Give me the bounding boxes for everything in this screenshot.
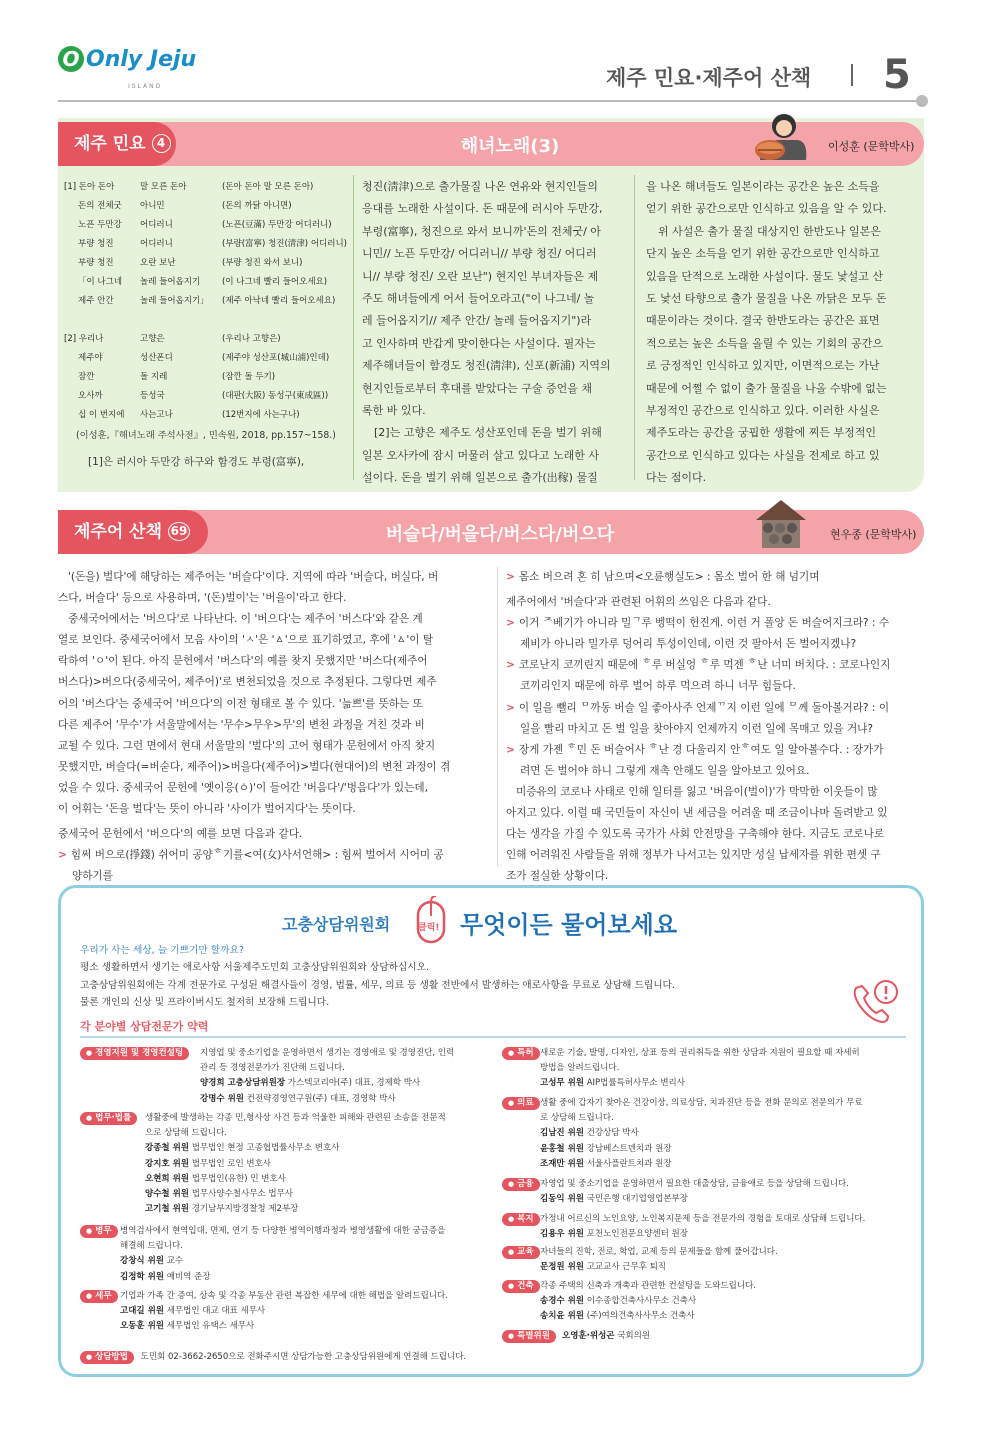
category-desc: 방법을 알려드립니다. (540, 1063, 620, 1074)
text-line: 중세국어 문헌에서 '버으다'의 예를 보면 다음과 같다. (58, 828, 303, 841)
text-line: 제주어에서 '버슬다'과 관련된 어휘의 쓰임은 다음과 같다. (506, 596, 771, 609)
dialect-tag-number: 69 (168, 522, 190, 541)
category-desc: 자녀들의 진학, 진로, 학업, 교제 등의 문제들을 함께 풀어갑니다. (540, 1247, 778, 1257)
text-line: 적으로는 높은 소득을 올릴 수 있는 기회의 공간으 (646, 336, 883, 350)
verse-line: 제주야 (78, 353, 103, 363)
page-section-title: 제주 민요·제주어 산책 (606, 66, 812, 90)
text-line: 다른 제주어 '무수'가 서울말에서는 '무수>무우>무'의 변천 과정을 거친 것과 비 (58, 718, 425, 731)
text-line: 다는 생각을 가질 수 있도록 국가가 사회 안전망을 구축해야 한다. 지금도 코로나로 (506, 828, 885, 841)
verse-line: 등성국 (140, 391, 165, 401)
verse-line: 「이 나그네 (78, 277, 123, 287)
category-desc: 로 상담해 드립니다. (540, 1113, 614, 1124)
text-line: 현지인들로부터 후대를 받았다는 구술 증언을 채 (362, 381, 593, 395)
verse-line: 성산폰디 (140, 353, 173, 363)
expert-name: 윤홍철 위원 (540, 1143, 585, 1154)
text-line: 설이다. 돈을 벌기 위해 일본으로 출가(出稼) 물질 (362, 471, 598, 485)
expert-name: 송치윤 위원 (540, 1311, 585, 1322)
expert-name: 고성무 위원 (540, 1078, 585, 1089)
expert-list-left (80, 1046, 498, 1356)
category-pill: ● 복지 (502, 1213, 540, 1226)
example-line: 코로난지 코끼린지 때문에 ᄒ루 버실엉 ᄒ루 먹젠 ᄒ난 너미 버치다. : 코로나인지 (518, 659, 891, 672)
text-line: 니// 부량 청진/ 오란 보난") 현지인 부녀자들은 제 (362, 269, 599, 283)
category-pill: ● 교육 (502, 1246, 540, 1259)
text-line: 도 낯선 타향으로 출가 물질을 나온 까닭은 모두 돈 (646, 292, 887, 306)
verse-gloss: (부량 청진 와서 보니) (222, 258, 303, 268)
verse-gloss: (돈의 까닭 아니면) (222, 201, 292, 211)
expert-name: 조재만 위원 (540, 1158, 585, 1169)
dialect-title: 버슬다/버을다/버스다/버으다 (385, 524, 615, 545)
heading-rule (80, 1036, 906, 1038)
verse-line: 어디러니 (140, 239, 173, 249)
category-desc: 자영업 및 중소기업을 운영하면서 필요한 대출상담, 금융애로 등을 상담해 드립니다. (540, 1179, 849, 1189)
phone-alert-icon (850, 978, 900, 1026)
text-line: 제주해녀들이 함경도 청진(淸津), 신포(新浦) 지역의 (362, 359, 611, 373)
example-arrow-icon: > (58, 849, 67, 862)
category-pill: ● 건축 (502, 1280, 540, 1293)
verse-gloss: (부량(富寧) 청진(淸津) 어디러니) (222, 239, 347, 249)
example-line: 양하기를 (72, 870, 113, 883)
expert-title: 고교교사 근무후 퇴직 (586, 1262, 667, 1273)
expert-name: 고대길 위원 (120, 1306, 165, 1317)
example-line: 려면 돈 벌어야 하니 그렇게 재촉 안해도 일을 알아보고 있어요. (520, 764, 810, 777)
verse-gloss: (돈아 돈아 말 모른 돈아) (222, 182, 314, 192)
category-pill: ● 병무 (80, 1225, 118, 1238)
expert-title: 법무법인 현정 고종협법률사무소 변호사 (191, 1143, 340, 1154)
example-line: 이거 ᄌ베기가 아니라 밀ᄀ루 벵떡이 헌진게. 이런 거 폴앙 돈 버슬어지크라? : 수 (518, 617, 890, 630)
expert-title: 컨전략경영연구원(주) 대표, 경영학 박사 (246, 1093, 396, 1104)
expert-name: 김정학 위원 (120, 1271, 165, 1282)
category-pill: ● 특허 (502, 1047, 540, 1060)
verse-line: 십 이 번지에 (78, 410, 125, 420)
verse-line: 부량 청진 (78, 239, 114, 249)
folk-song-column-2 (362, 176, 624, 490)
text-line: '(돈을) 벌다'에 해당하는 제주어는 '버슬다'이다. 지역에 따라 '버슬다, 버실다, 버 (68, 571, 439, 583)
click-label: 클릭! (418, 923, 440, 933)
category-desc: 병역검사에서 현역입대, 면제, 연기 등 다양한 병역이행과정과 병영생활에 대한 궁금증을 (120, 1226, 446, 1236)
method-text: 도민회 02-3662-2650으로 전화주시면 상담가능한 고충상담위원에게 연결해 드립니다. (140, 1352, 467, 1362)
verse-line: 놀레 들어옵지기」 (140, 296, 209, 306)
consult-intro (80, 942, 820, 1011)
expert-title: 세무법인 유택스 세무사 (166, 1321, 255, 1332)
example-line: 힘써 버으로(掙錢) 쉬어미 공양ᄒ기를<여(女)사서언해> : 힘써 벌어서 시어미 공 (70, 849, 444, 862)
page-number: 5 (883, 52, 911, 98)
expert-name: 김용우 위원 (540, 1229, 585, 1240)
expert-name: 양경희 고충상담위원장 (200, 1078, 286, 1089)
expert-title: 서울사플란트치과 원장 (586, 1158, 672, 1169)
folk-song-tag-label: 제주 민요 (74, 134, 146, 154)
consult-title: 고충상담위원회 (282, 915, 391, 934)
category-desc: 가정내 어르신의 노인요양, 노인복지문제 등을 전문가의 경험을 토대로 상담해 드립니다. (540, 1214, 866, 1224)
verse-line: 아니민 (140, 201, 165, 211)
logo-subtext: ISLAND (128, 83, 163, 90)
expert-title: 국민은행 대기업영업본부장 (586, 1194, 688, 1205)
example-line: 장게 가젠 ᄒ민 돈 버슬어사 ᄒ난 경 다울리지 안ᄒ여도 일 알아볼수다. : 장가가 (518, 743, 884, 756)
expert-name: 강지호 위원 (145, 1158, 190, 1169)
text-line: 부정적인 공간으로 인식하고 있다. 이러한 사실은 (646, 404, 880, 418)
expert-title: 예비역 준장 (166, 1271, 211, 1282)
text-line: 때문이라는 것이다. 결국 한반도라는 공간은 표면 (646, 314, 880, 328)
verse-line: 고향은 (140, 334, 165, 344)
verse-gloss: (제주야 성산포(城山浦)인데) (222, 353, 330, 363)
expert-name: 강종철 위원 (145, 1143, 190, 1154)
expert-title: 국회의원 (617, 1331, 651, 1341)
expert-title: 경기남부지방경찰청 제2부장 (191, 1204, 299, 1215)
expert-title: 건강상담 박사 (586, 1128, 639, 1139)
stone-house-icon (752, 494, 810, 552)
expert-title: (주)여의건축사사무소 건축사 (586, 1311, 695, 1322)
text-line: 이 어휘는 '돈을 벌다'는 뜻이 아니라 '사이가 벌어지다'는 뜻이다. (58, 803, 356, 816)
text-line: 주도 해녀들에게 어서 들어오라고("이 나그네/ 놀 (362, 292, 595, 306)
expert-title: 세무법인 대교 대표 세무사 (166, 1306, 266, 1317)
example-arrow-icon: > (506, 743, 515, 756)
verse-gloss: (이 나그네 빨리 들어오세요) (222, 277, 328, 287)
example-line: 제비가 아니라 밀가루 덩어리 투성이인데, 이런 것 팔아서 돈 벌어지겠나? (520, 638, 857, 651)
text-line: 얻기 위한 공간으로만 인식하고 있음을 알 수 있다. (646, 202, 887, 216)
expert-name: 송경수 위원 (540, 1296, 585, 1307)
text-line: 일본 오사카에 잠시 머물러 살고 있다고 노래한 사 (362, 448, 599, 462)
logo (58, 46, 196, 72)
intro-line: 물론 개인의 신상 및 프라이버시도 철저히 보장해 드립니다. (80, 996, 330, 1008)
expert-title: 가스텍코리아(주) 대표, 경제학 박사 (287, 1078, 421, 1089)
intro-line: 평소 생활하면서 생기는 애로사항 서울제주도민회 고충상담위원회와 상담하십시오. (80, 962, 430, 974)
verse-line: 오사까 (78, 391, 103, 401)
example-line: 일을 빨리 마치고 돈 벌 일을 찾아야지 언제까지 이런 일에 목매고 있을 거냐? (520, 722, 874, 735)
dialect-tag-label: 제주어 산책 (74, 522, 163, 542)
col1-last-line: [1]은 러시아 두만강 하구와 함경도 부령(富寧), (88, 456, 305, 468)
example-line: 몸소 버으려 혼 히 남으며<오륜행실도> : 몸소 벌어 한 해 넘기며 (518, 571, 820, 583)
text-line: 아지고 있다. 이럴 때 국민들이 자신이 낸 세금을 어려울 때 조금이나마 돌려받고 있 (506, 807, 888, 820)
text-line: 부령(富寧), 청진으로 와서 보니까'돈의 전체굿/ 아 (362, 224, 601, 238)
category-desc: 생활 중에 갑자기 찾아온 건강이상, 의료상담, 치과진단 등을 전화 문의로 전문의가 무료 (540, 1098, 863, 1108)
category-desc: 으로 상담해 드립니다. (145, 1128, 228, 1139)
dialect-left-column (58, 567, 486, 887)
expert-title: 교수 (166, 1256, 184, 1267)
text-line: 청진(淸津)으로 출가물질 나온 연유와 현지인들의 (362, 180, 598, 193)
category-desc: 지영업 및 중소기업을 운영하면서 생기는 경영애로 및 경영진단, 인력 (200, 1048, 455, 1058)
text-line: 어의 '버스다'는 중세국어 '버으다'의 이전 형태로 볼 수 있다. '늚쁘'를 뜻하는 또 (58, 697, 423, 710)
text-line: 레 들어옵지기// 제주 안간/ 놀레 들어옵지기")라 (362, 314, 592, 328)
expert-title: 포천노인전문요양센터 원장 (586, 1229, 688, 1240)
verse-gloss: (대판(大阪) 동성구(東成區)) (222, 391, 329, 401)
logo-text: Only Jeju (86, 47, 197, 72)
expert-name: 양수철 위원 (145, 1189, 190, 1200)
verse-line: [1] 돈아 돈아 (64, 182, 115, 192)
expert-name: 오현희 위원 (145, 1173, 190, 1184)
folk-song-title: 해녀노래(3) (460, 136, 560, 157)
verse-line: 돌 지레 (140, 372, 168, 382)
category-desc: 각종 주택의 신축과 개축과 관련한 컨설팅을 도와드립니다. (540, 1281, 756, 1291)
text-line: 중세국어에서는 '버으다'로 나타난다. 이 '버으다'는 제주어 '버스다'와 같은 계 (68, 613, 423, 626)
text-line: 버스다)>버으다(중세국어, 제주어)'로 변천되었을 것으로 추정된다. 그렇다면 제주 (58, 676, 437, 689)
category-pill: ● 세무 (80, 1290, 118, 1303)
text-line: 미증유의 코로나 사태로 인해 일터를 잃고 '버음이(벌이)'가 막막한 이웃들이 많 (516, 785, 878, 798)
text-line: 때문에 어쩔 수 없이 출가 물질을 나올 수밖에 없는 (646, 381, 887, 395)
expert-name: 오동훈 위원 (120, 1321, 165, 1332)
dialect-right-column (506, 567, 924, 887)
category-pill: ● 상담방법 (80, 1351, 134, 1364)
expert-name: 강창식 위원 (120, 1256, 165, 1267)
verse-gloss: (12번지에 사는구나) (222, 410, 300, 420)
verse-line: 제주 안간 (78, 296, 114, 306)
expert-name: 강명수 위원 (200, 1093, 245, 1104)
text-line: 로 긍정적인 인식하고 있지만, 이면적으로는 가난 (646, 359, 880, 373)
category-pill: ● 금융 (502, 1178, 540, 1191)
text-line: 스다, 버슬다' 등으로 사용하며, '(돈)벌이'는 '버을이'라고 한다. (58, 592, 347, 605)
expert-name: 오영훈·위성곤 (562, 1331, 615, 1341)
category-pill: ● 특별위원 (502, 1330, 556, 1343)
folk-song-tag (58, 122, 176, 166)
intro-line: 고충상담위원회에는 각계 전문가로 구성된 해결사들이 경영, 법률, 세무, 의료 등 생활 전반에서 발생하는 애로사항을 무료로 상담해 드립니다. (80, 979, 675, 991)
category-desc: 생활중에 발생하는 각종 민,형사상 사건 등과 억울한 피해와 관련된 소송을 전문적 (145, 1113, 446, 1123)
example-arrow-icon: > (506, 571, 515, 583)
text-line: 을 나온 해녀들도 일본이라는 공간은 높은 소득을 (646, 180, 880, 193)
verse-line: 사는고나 (140, 410, 173, 420)
category-desc: 새로운 기술, 발명, 디자인, 상표 등의 권리취득을 위한 상담과 지원이 필요할 때 자세히 (540, 1048, 860, 1058)
folk-song-author: 이성훈 (문학박사) (828, 140, 915, 153)
category-desc: 기업과 가족 간 증여, 상속 및 각종 부동산 관련 복잡한 세무에 대한 해법을 알려드립니다. (120, 1291, 448, 1301)
text-line: 다는 점이다. (646, 471, 707, 485)
example-arrow-icon: > (506, 701, 515, 714)
expert-title: 강남베스트덴치과 원장 (586, 1143, 672, 1154)
folk-song-column-3 (646, 176, 908, 490)
verse-gloss: (잠깐 돌 두기) (222, 372, 276, 382)
verse-gloss: (우리나 고향은) (222, 334, 281, 344)
expert-title: AIP법률특허사무소 변리사 (586, 1078, 685, 1089)
consult-headline: 무엇이든 물어보세요 (460, 911, 678, 939)
expert-list-heading: 각 분야별 상담전문가 약력 (80, 1020, 209, 1033)
example-line: 코끼리인지 때문에 하루 벌어 하루 먹으려 하니 너무 힘들다. (520, 680, 796, 693)
expert-list-right (502, 1046, 912, 1346)
category-pill: ● 경영지원 및 경영컨설팅 (80, 1047, 189, 1060)
verse-line: 놀레 들어옵지기 (140, 277, 201, 287)
expert-name: 김남진 위원 (540, 1128, 585, 1139)
column-divider (497, 567, 498, 867)
header-divider (851, 64, 853, 86)
verse-line: 오란 보난 (140, 258, 176, 268)
text-line: 니민// 노픈 두만강/ 어디러니// 부량 청진/ 어디러 (362, 247, 597, 261)
dialect-tag (58, 510, 208, 554)
text-line: 열로 보인다. 중세국어에서 모음 사이의 'ㅅ'은 'ㅿ'으로 표기하였고, 후에 'ㅿ'이 탈 (58, 634, 434, 647)
text-line: 인해 어려워진 사람들을 위해 정부가 나서고는 있지만 성실 납세자를 위한 편셋 구 (506, 849, 881, 862)
expert-name: 고기철 위원 (145, 1204, 190, 1215)
verse-line: 어디러니 (140, 220, 173, 230)
header-rule (58, 100, 920, 102)
verse-gloss: (노픈(豆滿) 두만강 어디러니) (222, 220, 332, 230)
expert-name: 김동익 위원 (540, 1194, 585, 1205)
text-line: 위 사설은 출가 물질 대상지인 한반도나 일본은 (658, 224, 881, 238)
column-divider (353, 175, 354, 480)
song-verse (62, 178, 352, 438)
text-line: 못했지만, 버슬다(=버숟다, 제주어)>버을다(제주어)>벌다(현대어)의 변천 과정이 겪 (58, 760, 451, 773)
text-line: 단지 높은 소득을 얻기 위한 공간으로만 인식하고 (646, 247, 880, 261)
category-pill: ● 법무·법률 (80, 1112, 137, 1125)
category-desc: 해결해 드립니다. (120, 1241, 183, 1252)
haenyeo-illustration-icon (752, 110, 812, 164)
verse-line: 부량 청진 (78, 258, 114, 268)
category-desc: 관리 등 경영전문가가 진단해 드립니다. (200, 1063, 345, 1074)
category-pill: ● 의료 (502, 1097, 540, 1110)
text-line: 응대를 노래한 사설이다. 돈 때문에 러시아 두만강, (362, 202, 603, 216)
text-line: 제주도라는 공간을 궁핍한 생활에 찌든 부정적인 (646, 426, 877, 440)
text-line: 교될 수 있다. 그런 면에서 현대 서울말의 '벌다'의 고어 형태가 문헌에서 아직 찾지 (58, 739, 436, 752)
verse-source: (이성훈,『해녀노래 주석사전』, 민속원, 2018, pp.157~158.) (76, 430, 336, 441)
expert-title: 법무법인 로인 변호사 (191, 1158, 272, 1169)
text-line: 록한 바 있다. (362, 404, 426, 418)
text-line: 었을 수 있다. 중세국어 문헌에 '옛이응(ㆁ)'이 들어간 '버음다'/'벙음다'가 있는데, (58, 781, 428, 794)
text-line: 락하여 'ㅇ'이 된다. 아직 문헌에서 '버스다'의 예를 찾지 못했지만 '버스다(제주어 (58, 655, 428, 668)
example-line: 이 일을 뺄리 ᄆ까동 버슬 일 좋아사주 언제ᄁ지 이런 일에 ᄆ께 둘아볼거라? : 이 (518, 701, 890, 714)
text-line: 조가 절실한 상황이다. (506, 870, 609, 883)
header-rule-dot (916, 95, 928, 107)
expert-title: 이수종합건축사사무소 건축사 (586, 1296, 697, 1307)
expert-title: 법무법인(유한) 민 변호사 (191, 1173, 286, 1184)
verse-line: 잠깐 (78, 372, 95, 382)
text-line: 공간으로 인식하고 있다는 사실을 전제로 하고 있 (646, 448, 880, 462)
verse-line: 노픈 두만강 (78, 220, 122, 230)
dialect-author: 현우종 (문학박사) (830, 528, 917, 541)
example-arrow-icon: > (506, 659, 515, 672)
verse-gloss: (제주 아낙네 빨리 들어오세요) (222, 296, 336, 306)
expert-name: 문정원 위원 (540, 1262, 585, 1273)
expert-title: 법무사양수철사무소 법무사 (191, 1189, 293, 1200)
intro-question: 우리가 사는 세상, 늘 기쁘기만 할까요? (80, 945, 244, 956)
text-line: [2]는 고향은 제주도 성산포인데 돈을 벌기 위해 (374, 426, 602, 440)
verse-line: 말 모른 돈아 (140, 182, 187, 192)
example-arrow-icon: > (506, 617, 515, 630)
logo-o-mark: O (58, 46, 84, 72)
folk-song-tag-number: 4 (152, 134, 171, 153)
text-line: 고 인사하며 반갑게 맞이한다는 사설이다. 필자는 (362, 336, 596, 350)
verse-line: 돈의 전체굿 (78, 201, 122, 211)
column-divider (634, 175, 635, 480)
text-line: 있음을 단적으로 노래한 사설이다. 물도 낯설고 산 (646, 269, 883, 283)
consult-method (80, 1350, 880, 1365)
verse-line: [2] 우리나 (64, 334, 104, 344)
